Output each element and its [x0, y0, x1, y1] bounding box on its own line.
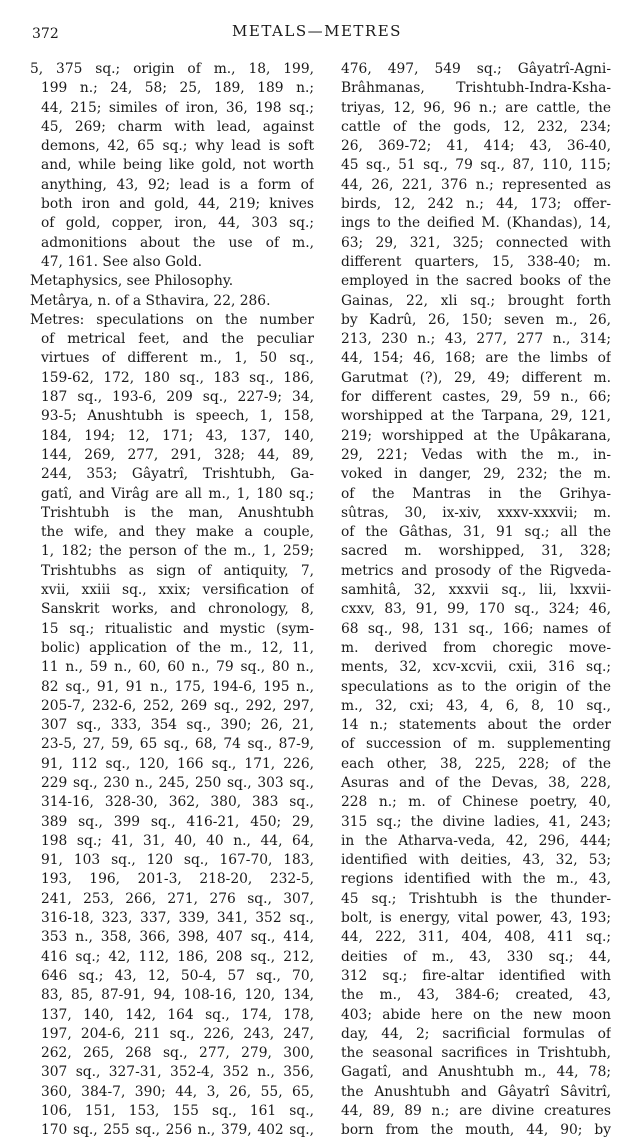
- index-line: deities of m., 43, 330 sq.; 44,: [341, 948, 611, 965]
- index-line: m., 32, cxi; 43, 4, 6, 8, 10 sq.,: [341, 697, 611, 714]
- index-line: 389 sq., 399 sq., 416-21, 450; 29,: [41, 813, 314, 830]
- index-line: 45 sq.; Trishtubh is the thunder-: [341, 890, 611, 907]
- index-line: 23-5, 27, 59, 65 sq., 68, 74 sq., 87-9,: [41, 736, 314, 753]
- index-line: of metrical feet, and the peculiar: [41, 331, 314, 348]
- index-line: 314-16, 328-30, 362, 380, 383 sq.,: [41, 794, 314, 811]
- index-line: speculations as to the origin of the: [341, 678, 611, 695]
- index-line: gatî, and Virâg are all m., 1, 180 sq.;: [41, 485, 314, 502]
- index-line: triyas, 12, 96, 96 n.; are cattle, the: [341, 99, 611, 116]
- index-line: anything, 43, 92; lead is a form of: [41, 176, 314, 193]
- index-line: 187 sq., 193-6, 209 sq., 227-9; 34,: [41, 389, 314, 406]
- index-line: 197, 204-6, 211 sq., 226, 243, 247,: [41, 1025, 314, 1042]
- index-line: metrics and prosody of the Rigveda-: [341, 562, 611, 579]
- index-line: Metaphysics, see Philosophy.: [30, 273, 234, 290]
- index-line: sacred m. worshipped, 31, 328;: [341, 543, 611, 560]
- index-line: Trishtubhs as sign of antiquity, 7,: [41, 562, 314, 579]
- index-line: and, while being like gold, not worth: [41, 157, 314, 174]
- index-line: admonitions about the use of m.,: [41, 234, 314, 251]
- index-line: worshipped at the Tarpana, 29, 121,: [341, 408, 611, 425]
- index-line: for different castes, 29, 59 n., 66;: [341, 389, 611, 406]
- index-line: 14 n.; statements about the order: [341, 717, 611, 734]
- index-line: ments, 32, xcv-xcvii, cxii, 316 sq.;: [341, 659, 611, 676]
- index-line: the m., 43, 384-6; created, 43,: [341, 987, 611, 1004]
- index-line: Sanskrit works, and chronology, 8,: [41, 601, 314, 618]
- index-line: 44, 215; similes of iron, 36, 198 sq.;: [41, 99, 314, 116]
- index-line: the wife, and they make a couple,: [41, 524, 314, 541]
- index-line: cxxv, 83, 91, 99, 170 sq., 324; 46,: [341, 601, 611, 618]
- index-line: 93-5; Anushtubh is speech, 1, 158,: [41, 408, 314, 425]
- index-line: 44, 26, 221, 376 n.; represented as: [341, 176, 611, 193]
- index-line: Asuras and of the Devas, 38, 228,: [341, 774, 611, 791]
- index-line: the seasonal sacrifices in Trishtubh,: [341, 1045, 611, 1062]
- index-line: 159-62, 172, 180 sq., 183 sq., 186,: [41, 369, 314, 386]
- index-line: xvii, xxiii sq., xxix; versification of: [41, 582, 314, 599]
- index-line: 229 sq., 230 n., 245, 250 sq., 303 sq.,: [41, 774, 314, 791]
- index-line: 241, 253, 266, 271, 276 sq., 307,: [41, 890, 314, 907]
- index-line: 11 n., 59 n., 60, 60 n., 79 sq., 80 n.,: [41, 659, 314, 676]
- index-line: identified with deities, 43, 32, 53;: [341, 852, 611, 869]
- index-line: Gagatî, and Anushtubh m., 44, 78;: [341, 1064, 611, 1081]
- index-line: cattle of the gods, 12, 232, 234;: [341, 118, 611, 135]
- index-line: 193, 196, 201-3, 218-20, 232-5,: [41, 871, 314, 888]
- index-line: 228 n.; m. of Chinese poetry, 40,: [341, 794, 611, 811]
- page-number: 372: [32, 26, 59, 42]
- index-line: 316-18, 323, 337, 339, 341, 352 sq.,: [41, 910, 314, 927]
- index-line: demons, 42, 65 sq.; why lead is soft: [41, 138, 314, 155]
- index-line: 307 sq., 333, 354 sq., 390; 26, 21,: [41, 717, 314, 734]
- index-line: 1, 182; the person of the m., 1, 259;: [41, 543, 314, 560]
- index-line: 198 sq.; 41, 31, 40, 40 n., 44, 64,: [41, 832, 314, 849]
- index-line: ings to the deified M. (Khandas), 14,: [341, 215, 611, 232]
- index-line: Garutmat (?), 29, 49; different m.: [341, 369, 611, 386]
- index-line: 83, 85, 87-91, 94, 108-16, 120, 134,: [41, 987, 314, 1004]
- index-line: 82 sq., 91, 91 n., 175, 194-6, 195 n.,: [41, 678, 314, 695]
- index-line: 403; abide here on the new moon: [341, 1006, 611, 1023]
- index-line: 170 sq., 255 sq., 256 n., 379, 402 sq.,: [41, 1122, 314, 1139]
- index-line: 219; worshipped at the Upâkarana,: [341, 427, 611, 444]
- index-line: 213, 230 n.; 43, 277, 277 n., 314;: [341, 331, 611, 348]
- index-line: each other, 38, 225, 228; of the: [341, 755, 611, 772]
- index-line: 45 sq., 51 sq., 79 sq., 87, 110, 115;: [341, 157, 611, 174]
- index-line: 68 sq., 98, 131 sq., 166; names of: [341, 620, 611, 637]
- index-line: 91, 112 sq., 120, 166 sq., 171, 226,: [41, 755, 314, 772]
- index-line: 360, 384-7, 390; 44, 3, 26, 55, 65,: [41, 1083, 314, 1100]
- index-line: Brâhmanas, Trishtubh-Indra-Ksha-: [341, 80, 611, 97]
- index-column-right: [330, 60, 611, 1141]
- index-line: 312 sq.; fire-altar identified with: [341, 967, 611, 984]
- index-line: 29, 221; Vedas with the m., in-: [341, 446, 611, 463]
- index-line: 262, 265, 268 sq., 277, 279, 300,: [41, 1045, 314, 1062]
- index-line: the Anushtubh and Gâyatrî Sâvitrî,: [341, 1083, 611, 1100]
- index-line: 5, 375 sq.; origin of m., 18, 199,: [30, 61, 314, 77]
- index-line: birds, 12, 242 n.; 44, 173; offer-: [341, 196, 611, 213]
- index-line: Metres: speculations on the number: [30, 311, 314, 328]
- index-line: of the Mantras in the Grihya-: [341, 485, 611, 502]
- index-line: 44, 89, 89 n.; are divine creatures: [341, 1103, 611, 1120]
- index-line: 45, 269; charm with lead, against: [41, 118, 314, 135]
- index-line: virtues of different m., 1, 50 sq.,: [41, 350, 314, 367]
- index-line: 184, 194; 12, 171; 43, 137, 140,: [41, 427, 314, 444]
- index-line: regions identified with the m., 43,: [341, 871, 611, 888]
- index-line: 63; 29, 321, 325; connected with: [341, 234, 611, 251]
- index-line: different quarters, 15, 338-40; m.: [341, 253, 611, 270]
- index-line: 476, 497, 549 sq.; Gâyatrî-Agni-: [341, 61, 611, 77]
- index-line: Metârya, n. of a Sthavira, 22, 286.: [30, 292, 271, 309]
- index-line: of gold, copper, iron, 44, 303 sq.;: [41, 215, 314, 232]
- running-title: METALS—METRES: [232, 22, 402, 40]
- index-line: by Kadrû, 26, 150; seven m., 26,: [341, 311, 611, 328]
- index-line: samhitâ, 32, xxxvii sq., lii, lxxvii-: [341, 582, 611, 599]
- index-line: 353 n., 358, 366, 398, 407 sq., 414,: [41, 929, 314, 946]
- index-line: 15 sq.; ritualistic and mystic (sym-: [41, 620, 314, 637]
- index-line: both iron and gold, 44, 219; knives: [41, 196, 314, 213]
- index-line: voked in danger, 29, 232; the m.: [341, 466, 611, 483]
- index-column-left: [30, 60, 314, 1141]
- index-line: 106, 151, 153, 155 sq., 161 sq.,: [41, 1103, 314, 1120]
- index-line: of the Gâthas, 31, 91 sq.; all the: [341, 524, 611, 541]
- index-line: employed in the sacred books of the: [341, 273, 611, 290]
- index-line: in the Atharva-veda, 42, 296, 444;: [341, 832, 611, 849]
- index-line: 144, 269, 277, 291, 328; 44, 89,: [41, 446, 314, 463]
- index-line: bolt, is energy, vital power, 43, 193;: [341, 910, 611, 927]
- index-line: Gainas, 22, xli sq.; brought forth: [341, 292, 611, 309]
- index-line: 91, 103 sq., 120 sq., 167-70, 183,: [41, 852, 314, 869]
- index-line: 44, 154; 46, 168; are the limbs of: [341, 350, 611, 367]
- index-line: Trishtubh is the man, Anushtubh: [41, 504, 314, 521]
- index-line: 137, 140, 142, 164 sq., 174, 178,: [41, 1006, 314, 1023]
- index-line: of succession of m. supplementing: [341, 736, 611, 753]
- index-line: sûtras, 30, ix-xiv, xxxv-xxxvii; m.: [341, 504, 611, 521]
- index-line: born from the mouth, 44, 90; by: [341, 1122, 611, 1139]
- index-line: 646 sq.; 43, 12, 50-4, 57 sq., 70,: [41, 967, 314, 984]
- index-line: bolic) application of the m., 12, 11,: [41, 639, 314, 656]
- index-line: 307 sq., 327-31, 352-4, 352 n., 356,: [41, 1064, 314, 1081]
- index-line: 47, 161. See also Gold.: [41, 253, 202, 270]
- index-line: 26, 369-72; 41, 414; 43, 36-40,: [341, 138, 611, 155]
- index-line: 44, 222, 311, 404, 408, 411 sq.;: [341, 929, 611, 946]
- index-line: 205-7, 232-6, 252, 269 sq., 292, 297,: [41, 697, 314, 714]
- index-line: m. derived from choregic move-: [341, 639, 611, 656]
- index-line: 416 sq.; 42, 112, 186, 208 sq., 212,: [41, 948, 314, 965]
- index-line: 199 n.; 24, 58; 25, 189, 189 n.;: [41, 80, 314, 97]
- index-line: day, 44, 2; sacrificial formulas of: [341, 1025, 611, 1042]
- index-line: 315 sq.; the divine ladies, 41, 243;: [341, 813, 611, 830]
- index-line: 244, 353; Gâyatrî, Trishtubh, Ga-: [41, 466, 314, 483]
- page-header: [0, 0, 634, 46]
